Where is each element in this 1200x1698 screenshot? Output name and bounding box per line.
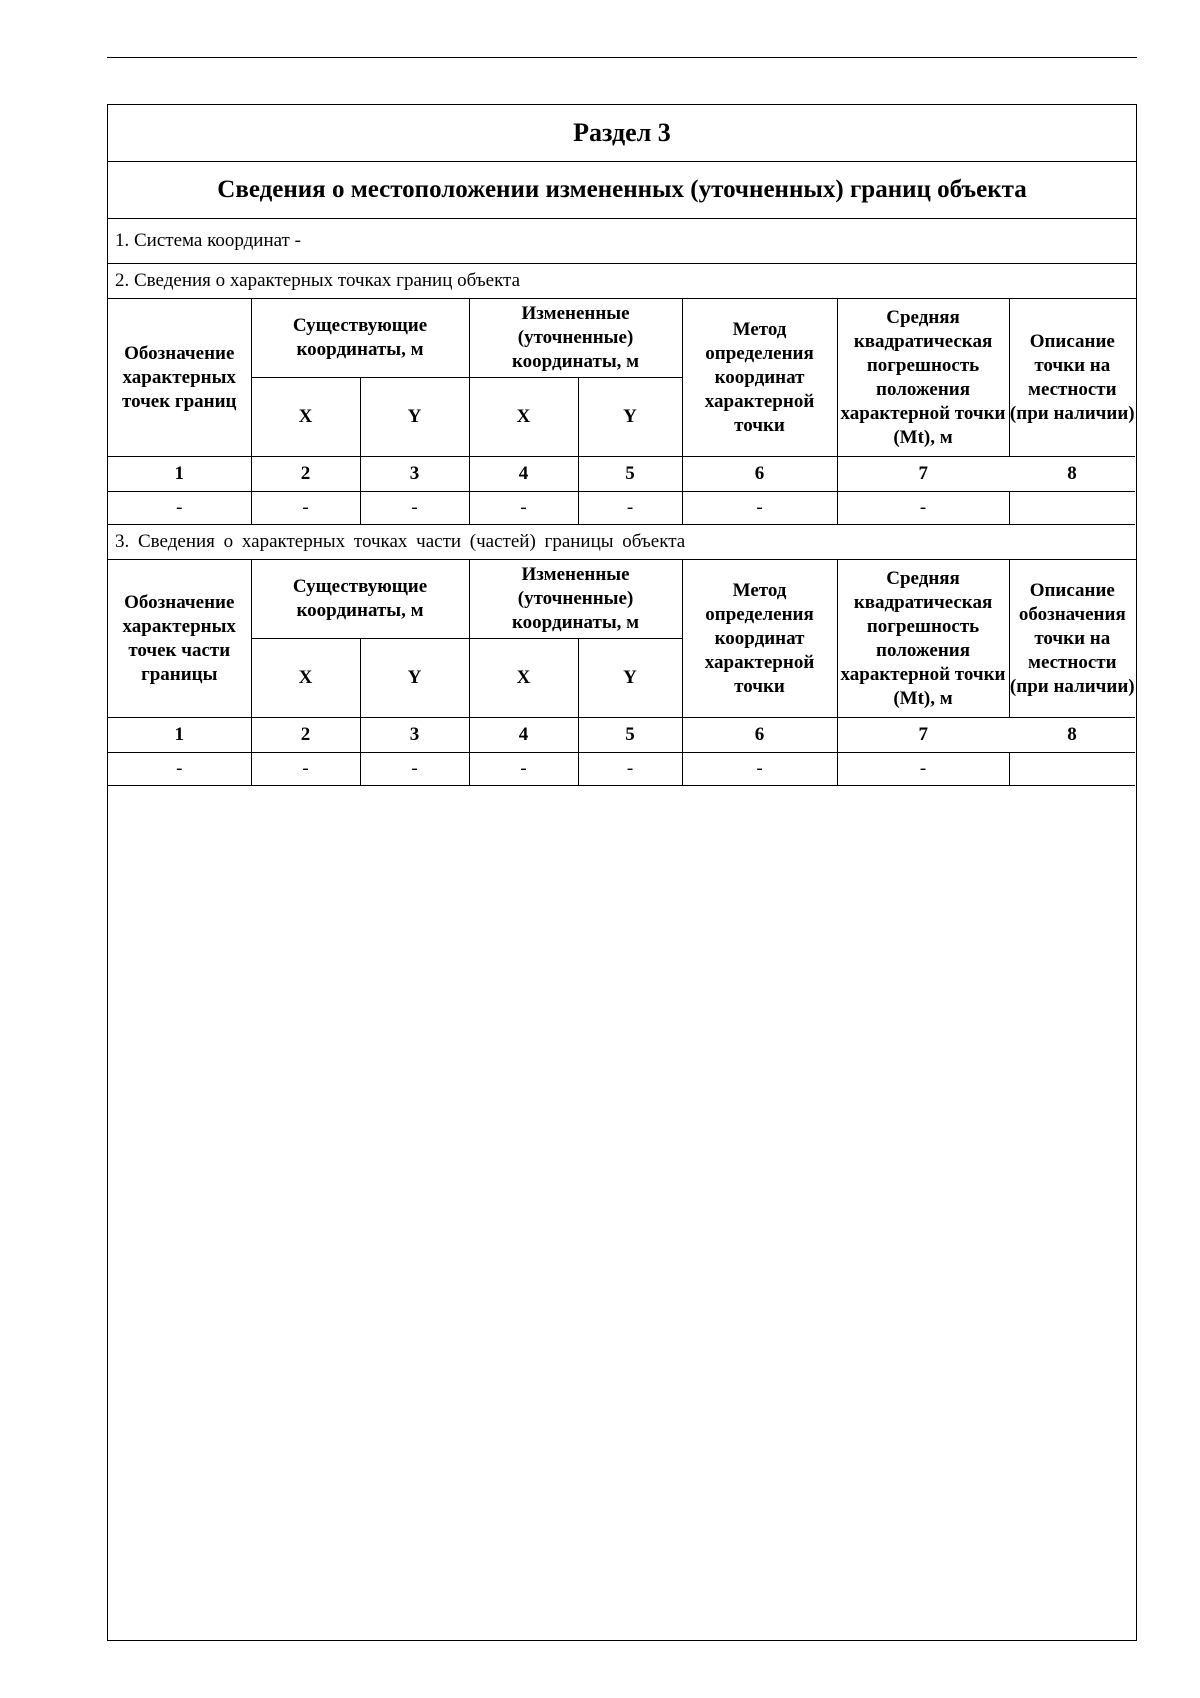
- header-existing-coords: Существующие координаты, м: [251, 560, 469, 639]
- header-existing-x: X: [251, 378, 360, 457]
- table-cell: -: [837, 753, 1009, 786]
- header-existing-x: X: [251, 639, 360, 718]
- table-cell: -: [578, 753, 682, 786]
- header-description: Описание точки на местности (при наличии): [1009, 299, 1135, 457]
- header-changed-y: Y: [578, 639, 682, 718]
- column-number: 3: [360, 457, 469, 492]
- table-cell: -: [469, 753, 578, 786]
- header-method: Метод определения координат характерной точки: [682, 299, 837, 457]
- column-number: 1: [108, 457, 251, 492]
- table-cell: [1009, 753, 1135, 786]
- table2-caption: 3. Сведения о характерных точках части (частей) границы объекта: [108, 525, 1136, 560]
- header-changed-x: X: [469, 639, 578, 718]
- table-cell: -: [682, 492, 837, 525]
- header-point-name: Обозначение характерных точек границ: [108, 299, 251, 457]
- table-cell: -: [360, 753, 469, 786]
- column-number: 4: [469, 718, 578, 753]
- table-cell: -: [837, 492, 1009, 525]
- boundary-points-table: [108, 299, 1135, 525]
- header-point-name: Обозначение характерных точек части границы: [108, 560, 251, 718]
- table-cell: -: [251, 753, 360, 786]
- section-subtitle: Сведения о местоположении измененных (уточненных) границ объекта: [108, 162, 1136, 219]
- header-existing-coords: Существующие координаты, м: [251, 299, 469, 378]
- column-number: 7: [837, 457, 1009, 492]
- column-number: 7: [837, 718, 1009, 753]
- table-cell: -: [251, 492, 360, 525]
- column-number: 6: [682, 718, 837, 753]
- header-changed-x: X: [469, 378, 578, 457]
- section-frame: [107, 104, 1137, 1641]
- table-cell: -: [108, 753, 251, 786]
- table-cell: -: [469, 492, 578, 525]
- header-description: Описание обозначения точки на местности (при наличии): [1009, 560, 1135, 718]
- table-cell: -: [682, 753, 837, 786]
- column-number: 6: [682, 457, 837, 492]
- table-cell: [1009, 492, 1135, 525]
- table-cell: -: [578, 492, 682, 525]
- header-changed-coords: Измененные (уточненные) координаты, м: [469, 299, 682, 378]
- header-rule: [107, 57, 1137, 58]
- table-cell: -: [108, 492, 251, 525]
- coordinate-system-line: 1. Система координат -: [108, 219, 1136, 264]
- column-number: 3: [360, 718, 469, 753]
- column-number: 2: [251, 457, 360, 492]
- header-changed-y: Y: [578, 378, 682, 457]
- column-number: 4: [469, 457, 578, 492]
- header-mean-error: Средняя квадратическая погрешность положения характерной точки (Mt), м: [837, 560, 1009, 718]
- column-number: 8: [1009, 457, 1135, 492]
- table-cell: -: [360, 492, 469, 525]
- section-title: Раздел 3: [108, 105, 1136, 162]
- header-changed-coords: Измененные (уточненные) координаты, м: [469, 560, 682, 639]
- table1-caption: 2. Сведения о характерных точках границ объекта: [108, 264, 1136, 299]
- header-mean-error: Средняя квадратическая погрешность положения характерной точки (Mt), м: [837, 299, 1009, 457]
- column-number: 1: [108, 718, 251, 753]
- column-number: 5: [578, 457, 682, 492]
- header-existing-y: Y: [360, 378, 469, 457]
- header-method: Метод определения координат характерной точки: [682, 560, 837, 718]
- header-existing-y: Y: [360, 639, 469, 718]
- part-boundary-points-table: [108, 560, 1135, 786]
- column-number: 8: [1009, 718, 1135, 753]
- column-number: 2: [251, 718, 360, 753]
- column-number: 5: [578, 718, 682, 753]
